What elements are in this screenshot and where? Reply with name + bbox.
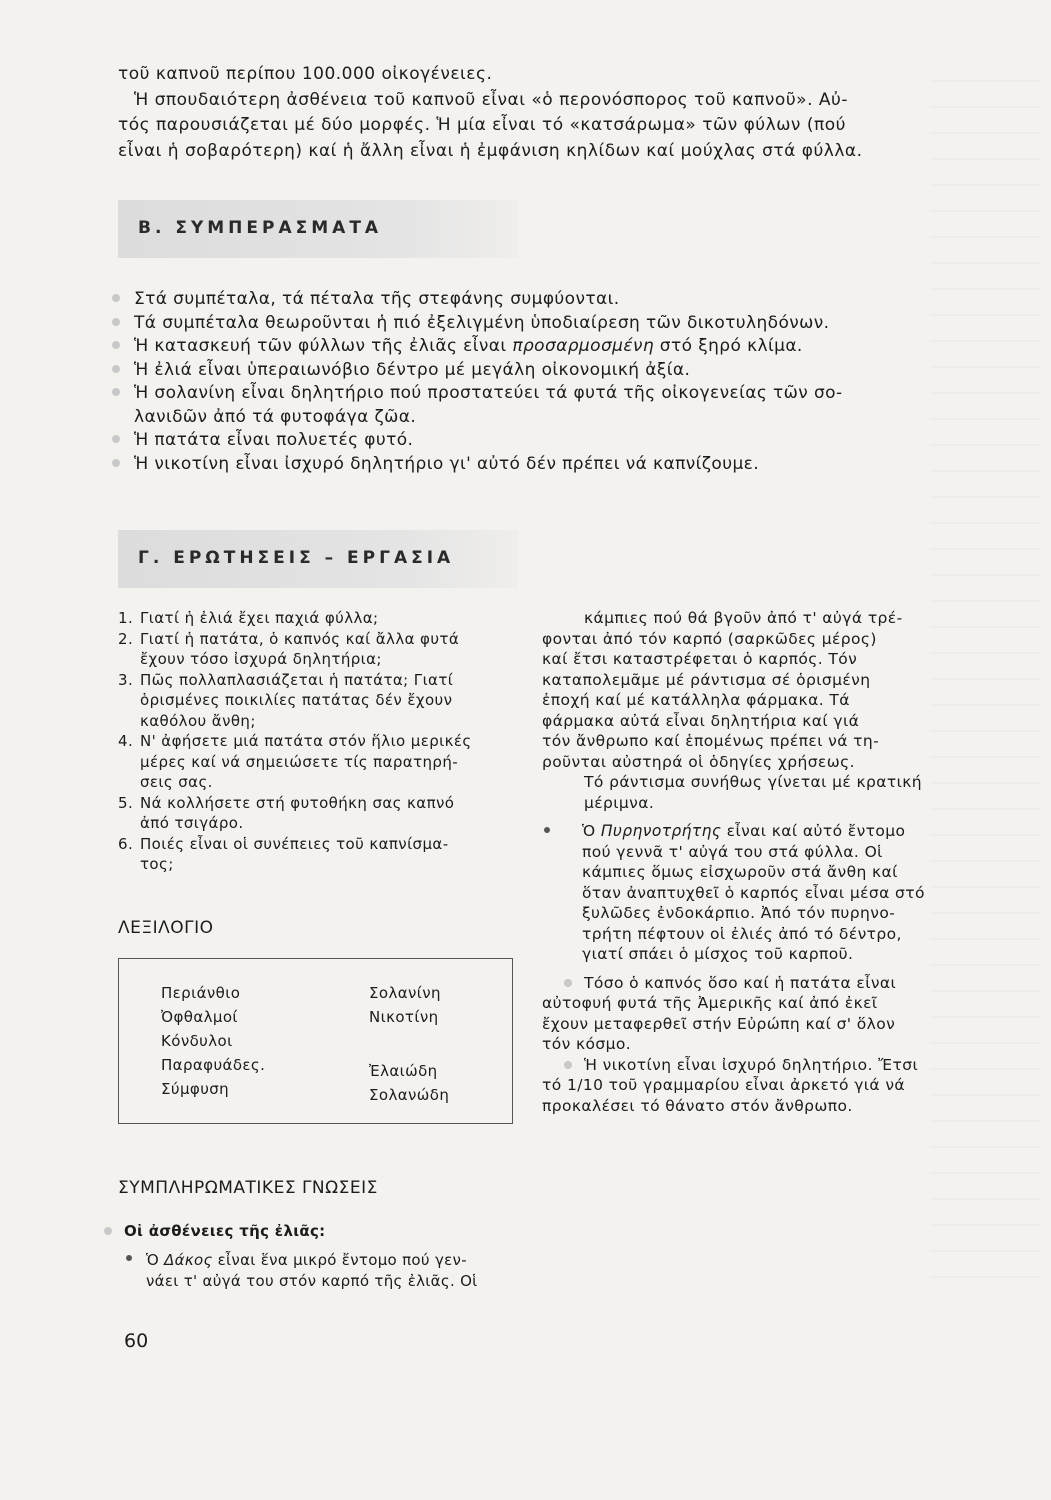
text-line: τρήτη πέφτουν οἱ ἐλιές ἀπό τό δέντρο, (582, 924, 902, 943)
paragraph-larvae (542, 608, 982, 772)
bullet-icon (112, 365, 120, 373)
questions-list (118, 608, 518, 875)
question-item (118, 608, 518, 629)
question-number: 3. (118, 670, 134, 689)
list-item: Ἡ πατάτα εἶναι πολυετές φυτό. (112, 429, 1012, 453)
question-line: Γιατί ἡ πατάτα, ὁ καπνός καί ἄλλα φυτά (140, 629, 460, 648)
intro-line: εἶναι ἡ σοβαρότερη) καί ἡ ἄλλη εἶναι ἡ ἐμφάνιση κηλίδων καί μούχλας στά φύλλα. (118, 140, 863, 161)
text-line: καταπολεμᾶμε μέ ράντισμα σέ ὁρισμένη (542, 670, 871, 689)
bullet-icon (112, 388, 120, 396)
paragraph-origin (542, 973, 982, 1055)
text-line: Τό ράντισμα συνήθως γίνεται μέ κρατική (584, 773, 923, 791)
question-number: 5. (118, 793, 134, 812)
text-line: κάμπιες πού θά βγοῦν ἀπό τ' αὐγά τρέ- (584, 609, 903, 627)
intro-line: Ἡ σπουδαιότερη ἀσθένεια τοῦ καπνοῦ εἶναι «ὁ περονόσπορος τοῦ καπνοῦ». Αὐ- (134, 89, 848, 110)
question-line: ἀπό τσιγάρο. (140, 814, 244, 832)
text-line: καί ἔτσι καταστρέφεται ὁ καρπός. Τόν (542, 650, 858, 668)
bullet-icon (544, 827, 550, 833)
text-line: ὅταν ἀναπτυχθεῖ ὁ καρπός εἶναι μέσα στό (582, 883, 925, 902)
intro-line: τοῦ καπνοῦ περίπου 100.000 οἰκογένειες. (118, 64, 493, 84)
list-item: Ἡ ἐλιά εἶναι ὑπεραιωνόβιο δέντρο μέ μεγάλη οἰκονομική ἀξία. (112, 359, 1012, 383)
bullet-icon (564, 979, 572, 987)
lexicon-box (118, 958, 513, 1124)
question-item (118, 793, 518, 834)
text-line: γιατί σπάει ὁ μίσχος τοῦ καρποῦ. (582, 945, 854, 963)
supplementary-subtitle: Οἱ ἀσθένειες τῆς ἐλιᾶς: (124, 1222, 325, 1240)
text-line: αὐτοφυή φυτά τῆς Ἀμερικῆς καί ἀπό ἐκεῖ (542, 994, 878, 1012)
bullet-icon (112, 435, 120, 443)
question-item (118, 670, 518, 732)
question-number: 1. (118, 609, 134, 627)
text-line: Τόσο ὁ καπνός ὅσο καί ἡ πατάτα εἶναι (584, 973, 897, 992)
lexicon-term: Παραφυάδες. (161, 1056, 266, 1074)
bullet-icon (126, 1255, 132, 1261)
lexicon-left-column (161, 981, 265, 1101)
paragraph-pyrinotritis: Ὁ Πυρηνοτρήτης εἶναι καί αὐτό ἔντομο πού γεννᾶ τ' αὐγά του στά φύλλα. Οἱ κάμπιες ὅμως εἰσχωροῦν στά ἄνθη καί ὅταν ἀναπτυχθεῖ ὁ καρπός εἶναι μέσα στό ξυλῶδες ἐνδοκάρπιο. Ἀπό τόν πυρηνο- τρήτη πέφτουν οἱ ἐλιές ἀπό τό δέντρο, γιατί σπάει ὁ μίσχος τοῦ καρποῦ. (542, 821, 982, 965)
text-line: πού γεννᾶ τ' αὐγά του στά φύλλα. Οἱ (582, 842, 883, 861)
question-item (118, 731, 518, 793)
lexicon-right-column-lower (369, 1059, 449, 1107)
list-item: Ἡ νικοτίνη εἶναι ἰσχυρό δηλητήριο γι' αὐτό δέν πρέπει νά καπνίζουμε. (112, 453, 1012, 477)
section-b-title: Β. ΣΥΜΠΕΡΑΣΜΑΤΑ (138, 218, 383, 238)
text-line: φονται ἀπό τόν καρπό (σαρκῶδες μέρος) (542, 629, 877, 648)
page-number: 60 (124, 1330, 149, 1352)
question-item (118, 834, 518, 875)
text-line: ἔχουν μεταφερθεῖ στήν Εὐρώπη καί σ' ὅλον (542, 1014, 896, 1033)
right-column (542, 608, 982, 1116)
question-line: ἔχουν τόσο ἰσχυρά δηλητήρια; (140, 650, 382, 668)
section-c-title: Γ. ΕΡΩΤΗΣΕΙΣ – ΕΡΓΑΣΙΑ (138, 548, 455, 568)
lexicon-right-column (369, 981, 441, 1029)
paragraph-nicotine (542, 1055, 982, 1117)
paragraph-spraying (542, 772, 982, 813)
bullet-icon (112, 294, 120, 302)
question-line: Γιατί ἡ ἐλιά ἔχει παχιά φύλλα; (140, 609, 379, 627)
lexicon-term: Ἐλαιώδη (369, 1062, 438, 1080)
conclusions-list (112, 288, 1012, 476)
lexicon-term: Σολανώδη (369, 1086, 450, 1104)
lexicon-title: ΛΕΞΙΛΟΓΙΟ (118, 918, 214, 938)
bullet-icon (104, 1227, 112, 1235)
lexicon-term: Σύμφυση (161, 1080, 230, 1098)
list-item: Στά συμπέταλα, τά πέταλα τῆς στεφάνης συμφύονται. (112, 288, 1012, 312)
lexicon-term: Περιάνθιο (161, 984, 241, 1002)
text-line: Ἡ νικοτίνη εἶναι ἰσχυρό δηλητήριο. Ἔτσι (584, 1055, 919, 1074)
supplementary-title: ΣΥΜΠΛΗΡΩΜΑΤΙΚΕΣ ΓΝΩΣΕΙΣ (118, 1178, 378, 1198)
lexicon-term: Κόνδυλοι (161, 1032, 233, 1050)
text-line: κάμπιες ὅμως εἰσχωροῦν στά ἄνθη καί (582, 863, 898, 881)
text-line: φάρμακα αὐτά εἶναι δηλητήρια καί γιά (542, 711, 860, 730)
lexicon-term: Σολανίνη (369, 984, 441, 1002)
question-item (118, 629, 518, 670)
text-line: τόν ἄνθρωπο καί ἑπομένως πρέπει νά τη- (542, 732, 880, 750)
bullet-icon (564, 1061, 572, 1069)
question-line: Ποιές εἶναι οἱ συνέπειες τοῦ καπνίσμα- (140, 834, 449, 853)
question-number: 4. (118, 732, 134, 750)
question-line: Πῶς πολλαπλασιάζεται ἡ πατάτα; Γιατί (140, 670, 454, 689)
list-item: Ἡ κατασκευή τῶν φύλλων τῆς ἐλιᾶς εἶναι προσαρμοσμένη στό ξηρό κλίμα. (112, 335, 1012, 359)
question-line: καθόλου ἄνθη; (140, 711, 256, 730)
bullet-icon (112, 341, 120, 349)
text-line: τό 1/10 τοῦ γραμμαρίου εἶναι ἀρκετό γιά νά (542, 1076, 906, 1094)
question-line: σεις σας. (140, 773, 213, 791)
question-number: 6. (118, 834, 134, 853)
question-number: 2. (118, 629, 134, 648)
text-line: ξυλῶδες ἐνδοκάρπιο. Ἀπό τόν πυρηνο- (582, 904, 896, 922)
text-line: τόν κόσμο. (542, 1035, 632, 1053)
lexicon-term: Νικοτίνη (369, 1008, 439, 1026)
lexicon-term: Ὀφθαλμοί (161, 1008, 238, 1026)
intro-paragraph (118, 62, 998, 164)
question-line: τος; (140, 855, 174, 873)
list-item: Ἡ σολανίνη εἶναι δηλητήριο πού προστατεύει τά φυτά τῆς οἰκογενείας τῶν σο- λανιδῶν ἀπό τά φυτοφάγα ζῶα. (112, 382, 1012, 429)
section-b-header (118, 200, 518, 258)
question-line: Νά κολλήσετε στή φυτοθήκη σας καπνό (140, 793, 455, 812)
section-c-header (118, 530, 518, 588)
text-line: ἐποχή καί μέ κατάλληλα φάρμακα. Τά (542, 691, 850, 709)
question-line: μέρες καί νά σημειώσετε τίς παρατηρή- (140, 752, 459, 771)
list-item: Τά συμπέταλα θεωροῦνται ἡ πιό ἐξελιγμένη ὑποδιαίρεση τῶν δικοτυληδόνων. (112, 312, 1012, 336)
dakos-paragraph: Ὁ Δάκος εἶναι ἕνα μικρό ἔντομο πού γεν- νάει τ' αὐγά του στόν καρπό τῆς ἐλιᾶς. Οἱ (124, 1250, 524, 1292)
question-line: ὁρισμένες ποικιλίες πατάτας δέν ἔχουν (140, 691, 453, 709)
intro-line: τός παρουσιάζεται μέ δύο μορφές. Ἡ μία εἶναι τό «κατσάρωμα» τῶν φύλων (πού (118, 115, 846, 135)
bullet-icon (112, 318, 120, 326)
bullet-icon (112, 459, 120, 467)
text-line: ροῦνται αὐστηρά οἱ ὁδηγίες χρήσεως. (542, 752, 855, 771)
text-line: μέριμνα. (584, 793, 655, 812)
text-line: προκαλέσει τό θάνατο στόν ἄνθρωπο. (542, 1096, 853, 1115)
question-line: Ν' ἀφήσετε μιά πατάτα στόν ἥλιο μερικές (140, 732, 472, 750)
